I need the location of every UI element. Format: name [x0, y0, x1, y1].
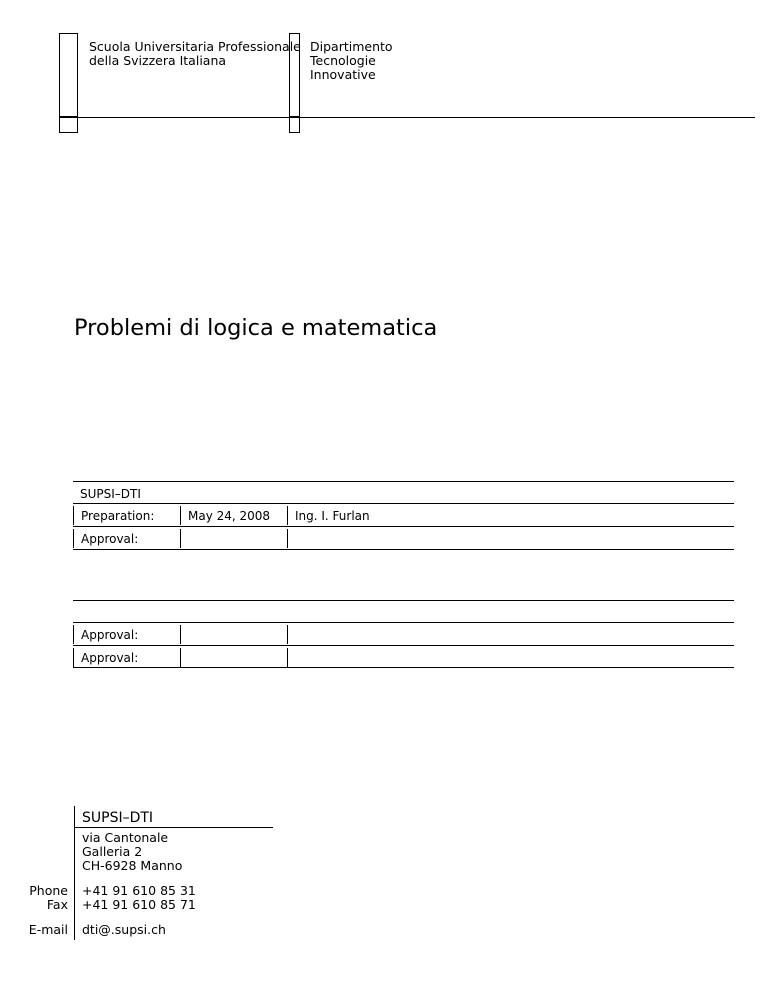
fax-label: Fax: [46, 897, 68, 912]
table-top-rule: [73, 481, 734, 482]
table-top-rule: [73, 600, 734, 601]
table-rule: [73, 622, 734, 623]
row-date: May 24, 2008: [188, 509, 271, 523]
document-title: Problemi di logica e matematica: [74, 315, 438, 341]
table-bottom-rule: [73, 667, 734, 668]
header-rule: [59, 117, 755, 118]
row-divider: [180, 529, 181, 548]
phone-label: Phone: [29, 883, 68, 898]
phone-number: +41 91 610 85 31: [82, 883, 196, 898]
table-heading: SUPSI–DTI: [80, 487, 141, 501]
row-name: Ing. I. Furlan: [295, 509, 370, 523]
school-name-line1: Scuola Universitaria Professionale: [89, 39, 301, 54]
address-line3: CH-6928 Manno: [82, 858, 183, 873]
table-rule: [73, 503, 734, 504]
fax-number: +41 91 610 85 71: [82, 897, 196, 912]
row-label: Approval:: [81, 651, 139, 665]
address-line1: via Cantonale: [82, 830, 169, 845]
department-line2: Tecnologie: [310, 53, 376, 68]
email-label: E-mail: [28, 922, 68, 937]
table-bottom-rule: [73, 549, 734, 550]
contact-org: SUPSI–DTI: [82, 810, 154, 826]
table-rule: [73, 526, 734, 527]
row-divider: [73, 648, 74, 667]
row-divider: [73, 529, 74, 548]
row-label: Preparation:: [81, 509, 155, 523]
row-divider: [180, 648, 181, 667]
row-label: Approval:: [81, 532, 139, 546]
email-address: dti@.supsi.ch: [82, 922, 166, 937]
left-bar-lower: [59, 117, 78, 133]
row-divider: [180, 506, 181, 525]
left-bar-upper: [59, 33, 78, 117]
department-line3: Innovative: [310, 67, 376, 82]
row-divider: [73, 506, 74, 525]
row-label: Approval:: [81, 628, 139, 642]
row-divider: [287, 506, 288, 525]
middle-bar-lower: [289, 117, 300, 133]
table-rule: [73, 645, 734, 646]
row-divider: [287, 529, 288, 548]
school-name-line2: della Svizzera Italiana: [89, 53, 227, 68]
row-divider: [287, 648, 288, 667]
row-divider: [287, 625, 288, 644]
department-line1: Dipartimento: [310, 39, 393, 54]
row-divider: [73, 625, 74, 644]
row-divider: [180, 625, 181, 644]
contact-rule: [74, 827, 273, 828]
address-line2: Galleria 2: [82, 844, 143, 859]
